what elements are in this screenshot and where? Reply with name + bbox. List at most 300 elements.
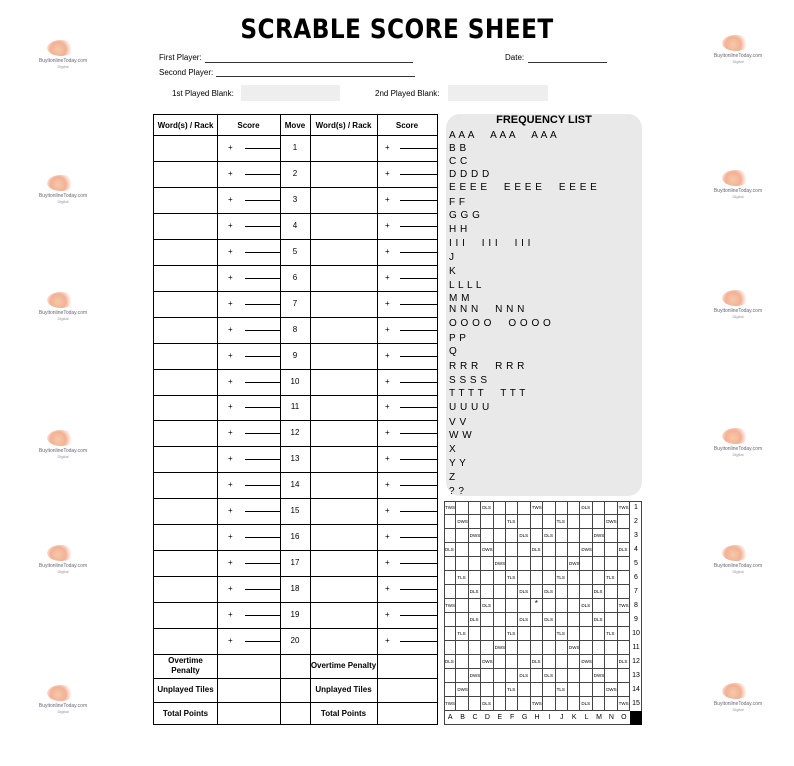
board-cell[interactable] xyxy=(593,627,605,641)
board-cell[interactable] xyxy=(531,613,543,627)
score-line[interactable] xyxy=(400,200,437,201)
board-cell[interactable] xyxy=(543,529,555,543)
board-cell[interactable] xyxy=(444,515,456,529)
board-cell[interactable] xyxy=(494,501,506,515)
score-line[interactable] xyxy=(400,174,437,175)
board-cell[interactable] xyxy=(469,501,481,515)
board-cell[interactable] xyxy=(518,697,530,711)
board-cell[interactable] xyxy=(556,655,568,669)
board-cell[interactable] xyxy=(531,669,543,683)
board-cell[interactable] xyxy=(543,557,555,571)
board-cell[interactable] xyxy=(456,683,468,697)
score-line[interactable] xyxy=(400,615,437,616)
board-cell[interactable] xyxy=(506,543,518,557)
board-cell[interactable] xyxy=(618,543,630,557)
board-cell[interactable] xyxy=(543,627,555,641)
board-cell[interactable] xyxy=(506,571,518,585)
board-cell[interactable] xyxy=(605,515,617,529)
board-cell[interactable] xyxy=(456,655,468,669)
board-cell[interactable] xyxy=(543,585,555,599)
board-cell[interactable] xyxy=(605,529,617,543)
board-cell[interactable] xyxy=(444,543,456,557)
board-cell[interactable] xyxy=(469,557,481,571)
board-cell[interactable] xyxy=(506,599,518,613)
board-cell[interactable] xyxy=(469,641,481,655)
board-cell[interactable] xyxy=(593,571,605,585)
board-cell[interactable] xyxy=(469,529,481,543)
board-cell[interactable] xyxy=(456,627,468,641)
word-cell[interactable] xyxy=(154,524,217,550)
board-cell[interactable] xyxy=(506,585,518,599)
board-cell[interactable] xyxy=(580,627,592,641)
board-cell[interactable] xyxy=(481,655,493,669)
board-cell[interactable] xyxy=(605,655,617,669)
board-cell[interactable] xyxy=(518,557,530,571)
board-cell[interactable] xyxy=(518,641,530,655)
board-cell[interactable] xyxy=(543,683,555,697)
board-cell[interactable] xyxy=(481,641,493,655)
score-line[interactable] xyxy=(245,278,280,279)
board-cell[interactable] xyxy=(494,599,506,613)
board-cell[interactable] xyxy=(531,683,543,697)
board-cell[interactable] xyxy=(580,543,592,557)
board-cell[interactable] xyxy=(531,655,543,669)
word-cell[interactable] xyxy=(310,602,377,628)
word-cell[interactable] xyxy=(154,420,217,446)
word-cell[interactable] xyxy=(310,135,377,161)
score-line[interactable] xyxy=(245,615,280,616)
board-cell[interactable] xyxy=(568,655,580,669)
board-cell[interactable] xyxy=(456,585,468,599)
board-cell[interactable] xyxy=(481,585,493,599)
board-cell[interactable] xyxy=(518,599,530,613)
word-cell[interactable] xyxy=(154,187,217,213)
first-player-field[interactable] xyxy=(205,62,413,63)
word-cell[interactable] xyxy=(154,161,217,187)
word-cell[interactable] xyxy=(154,576,217,602)
board-cell[interactable] xyxy=(543,571,555,585)
score-line[interactable] xyxy=(400,563,437,564)
board-cell[interactable] xyxy=(494,613,506,627)
board-cell[interactable] xyxy=(531,599,543,613)
board-cell[interactable] xyxy=(494,655,506,669)
word-cell[interactable] xyxy=(154,395,217,421)
board-cell[interactable] xyxy=(593,613,605,627)
word-cell[interactable] xyxy=(154,369,217,395)
board-cell[interactable] xyxy=(568,669,580,683)
board-cell[interactable] xyxy=(444,501,456,515)
board-cell[interactable] xyxy=(605,641,617,655)
word-cell[interactable] xyxy=(310,317,377,343)
board-cell[interactable] xyxy=(593,543,605,557)
board-cell[interactable] xyxy=(543,599,555,613)
score-line[interactable] xyxy=(245,226,280,227)
word-cell[interactable] xyxy=(154,239,217,265)
board-cell[interactable] xyxy=(618,571,630,585)
board-cell[interactable] xyxy=(543,613,555,627)
word-cell[interactable] xyxy=(310,161,377,187)
board-cell[interactable] xyxy=(469,515,481,529)
board-cell[interactable] xyxy=(456,599,468,613)
board-cell[interactable] xyxy=(494,585,506,599)
word-cell[interactable] xyxy=(154,550,217,576)
board-cell[interactable] xyxy=(580,683,592,697)
board-cell[interactable] xyxy=(568,697,580,711)
board-cell[interactable] xyxy=(531,571,543,585)
board-cell[interactable] xyxy=(444,585,456,599)
board-cell[interactable] xyxy=(593,501,605,515)
board-cell[interactable] xyxy=(543,655,555,669)
score-line[interactable] xyxy=(245,330,280,331)
board-cell[interactable] xyxy=(543,543,555,557)
board-cell[interactable] xyxy=(593,515,605,529)
board-cell[interactable] xyxy=(481,613,493,627)
board-cell[interactable] xyxy=(593,669,605,683)
board-cell[interactable] xyxy=(469,585,481,599)
board-cell[interactable] xyxy=(556,683,568,697)
board-cell[interactable] xyxy=(518,571,530,585)
board-cell[interactable] xyxy=(518,683,530,697)
board-cell[interactable] xyxy=(556,571,568,585)
word-cell[interactable] xyxy=(154,602,217,628)
board-cell[interactable] xyxy=(456,613,468,627)
board-cell[interactable] xyxy=(481,515,493,529)
board-cell[interactable] xyxy=(556,599,568,613)
board-cell[interactable] xyxy=(568,529,580,543)
score-line[interactable] xyxy=(245,641,280,642)
board-cell[interactable] xyxy=(444,613,456,627)
word-cell[interactable] xyxy=(310,446,377,472)
board-cell[interactable] xyxy=(605,697,617,711)
board-cell[interactable] xyxy=(605,543,617,557)
score-line[interactable] xyxy=(400,433,437,434)
board-cell[interactable] xyxy=(618,697,630,711)
score-line[interactable] xyxy=(400,148,437,149)
board-cell[interactable] xyxy=(456,557,468,571)
word-cell[interactable] xyxy=(310,187,377,213)
board-cell[interactable] xyxy=(543,501,555,515)
board-cell[interactable] xyxy=(456,641,468,655)
board-cell[interactable] xyxy=(580,655,592,669)
score-line[interactable] xyxy=(245,407,280,408)
board-cell[interactable] xyxy=(469,683,481,697)
board-cell[interactable] xyxy=(531,529,543,543)
board-cell[interactable] xyxy=(481,669,493,683)
board-cell[interactable] xyxy=(531,697,543,711)
word-cell[interactable] xyxy=(310,498,377,524)
board-cell[interactable] xyxy=(580,515,592,529)
score-line[interactable] xyxy=(245,537,280,538)
board-cell[interactable] xyxy=(618,641,630,655)
board-cell[interactable] xyxy=(506,613,518,627)
second-player-field[interactable] xyxy=(216,76,415,77)
board-cell[interactable] xyxy=(593,683,605,697)
board-cell[interactable] xyxy=(556,669,568,683)
board-cell[interactable] xyxy=(618,585,630,599)
board-cell[interactable] xyxy=(469,613,481,627)
word-cell[interactable] xyxy=(154,317,217,343)
score-line[interactable] xyxy=(400,641,437,642)
word-cell[interactable] xyxy=(310,524,377,550)
board-cell[interactable] xyxy=(531,585,543,599)
word-cell[interactable] xyxy=(310,213,377,239)
second-blank-field[interactable] xyxy=(448,85,548,101)
board-cell[interactable] xyxy=(580,557,592,571)
board-cell[interactable] xyxy=(618,683,630,697)
board-cell[interactable] xyxy=(618,599,630,613)
board-cell[interactable] xyxy=(568,613,580,627)
board-cell[interactable] xyxy=(568,627,580,641)
board-cell[interactable] xyxy=(580,613,592,627)
board-cell[interactable] xyxy=(494,543,506,557)
score-line[interactable] xyxy=(400,252,437,253)
board-cell[interactable] xyxy=(469,627,481,641)
word-cell[interactable] xyxy=(310,291,377,317)
word-cell[interactable] xyxy=(154,446,217,472)
board-cell[interactable] xyxy=(444,697,456,711)
board-cell[interactable] xyxy=(506,627,518,641)
board-cell[interactable] xyxy=(605,585,617,599)
board-cell[interactable] xyxy=(469,571,481,585)
word-cell[interactable] xyxy=(154,213,217,239)
score-line[interactable] xyxy=(400,304,437,305)
board-cell[interactable] xyxy=(494,557,506,571)
board-cell[interactable] xyxy=(556,557,568,571)
board-cell[interactable] xyxy=(506,515,518,529)
board-cell[interactable] xyxy=(506,683,518,697)
board-cell[interactable] xyxy=(618,669,630,683)
board-cell[interactable] xyxy=(618,515,630,529)
word-cell[interactable] xyxy=(154,135,217,161)
board-cell[interactable] xyxy=(494,571,506,585)
board-cell[interactable] xyxy=(506,641,518,655)
board-cell[interactable] xyxy=(481,501,493,515)
score-line[interactable] xyxy=(400,330,437,331)
board-cell[interactable] xyxy=(456,543,468,557)
board-cell[interactable] xyxy=(481,543,493,557)
board-cell[interactable] xyxy=(531,557,543,571)
board-cell[interactable] xyxy=(506,557,518,571)
board-cell[interactable] xyxy=(605,571,617,585)
score-line[interactable] xyxy=(245,252,280,253)
board-cell[interactable] xyxy=(568,585,580,599)
board-cell[interactable] xyxy=(580,529,592,543)
board-cell[interactable] xyxy=(518,515,530,529)
board-cell[interactable] xyxy=(469,543,481,557)
board-cell[interactable] xyxy=(580,571,592,585)
board-cell[interactable] xyxy=(568,641,580,655)
board-cell[interactable] xyxy=(494,641,506,655)
board-cell[interactable] xyxy=(481,627,493,641)
board-cell[interactable] xyxy=(494,683,506,697)
board-cell[interactable] xyxy=(618,501,630,515)
board-cell[interactable] xyxy=(456,697,468,711)
board-cell[interactable] xyxy=(605,599,617,613)
board-cell[interactable] xyxy=(456,515,468,529)
board-cell[interactable] xyxy=(518,669,530,683)
board-cell[interactable] xyxy=(444,683,456,697)
board-cell[interactable] xyxy=(494,529,506,543)
score-line[interactable] xyxy=(245,563,280,564)
board-cell[interactable] xyxy=(481,529,493,543)
first-blank-field[interactable] xyxy=(241,85,340,101)
board-cell[interactable] xyxy=(444,641,456,655)
board-cell[interactable] xyxy=(456,571,468,585)
board-cell[interactable] xyxy=(605,683,617,697)
board-cell[interactable] xyxy=(593,697,605,711)
score-line[interactable] xyxy=(400,356,437,357)
board-cell[interactable] xyxy=(469,669,481,683)
board-cell[interactable] xyxy=(506,529,518,543)
board-cell[interactable] xyxy=(518,585,530,599)
board-cell[interactable] xyxy=(518,501,530,515)
board-cell[interactable] xyxy=(568,515,580,529)
board-cell[interactable] xyxy=(580,697,592,711)
score-line[interactable] xyxy=(245,356,280,357)
score-line[interactable] xyxy=(400,459,437,460)
board-cell[interactable] xyxy=(469,655,481,669)
board-cell[interactable] xyxy=(605,627,617,641)
board-cell[interactable] xyxy=(444,669,456,683)
board-cell[interactable] xyxy=(531,641,543,655)
board-cell[interactable] xyxy=(568,501,580,515)
board-cell[interactable] xyxy=(456,529,468,543)
board-cell[interactable] xyxy=(580,599,592,613)
board-cell[interactable] xyxy=(593,655,605,669)
board-cell[interactable] xyxy=(531,501,543,515)
board-cell[interactable] xyxy=(556,529,568,543)
board-cell[interactable] xyxy=(605,669,617,683)
score-line[interactable] xyxy=(400,589,437,590)
board-cell[interactable] xyxy=(580,585,592,599)
word-cell[interactable] xyxy=(310,628,377,654)
word-cell[interactable] xyxy=(310,550,377,576)
board-cell[interactable] xyxy=(456,669,468,683)
board-cell[interactable] xyxy=(568,599,580,613)
board-cell[interactable] xyxy=(605,557,617,571)
board-cell[interactable] xyxy=(444,599,456,613)
board-cell[interactable] xyxy=(556,641,568,655)
board-cell[interactable] xyxy=(506,655,518,669)
board-cell[interactable] xyxy=(593,585,605,599)
board-cell[interactable] xyxy=(605,613,617,627)
board-cell[interactable] xyxy=(444,655,456,669)
board-cell[interactable] xyxy=(618,613,630,627)
date-field[interactable] xyxy=(528,62,607,63)
word-cell[interactable] xyxy=(310,576,377,602)
board-cell[interactable] xyxy=(556,613,568,627)
board-cell[interactable] xyxy=(556,697,568,711)
board-cell[interactable] xyxy=(593,557,605,571)
board-cell[interactable] xyxy=(444,529,456,543)
board-cell[interactable] xyxy=(556,515,568,529)
board-cell[interactable] xyxy=(481,599,493,613)
board-cell[interactable] xyxy=(481,683,493,697)
board-cell[interactable] xyxy=(481,557,493,571)
word-cell[interactable] xyxy=(310,343,377,369)
board-cell[interactable] xyxy=(444,627,456,641)
score-line[interactable] xyxy=(400,537,437,538)
word-cell[interactable] xyxy=(154,265,217,291)
word-cell[interactable] xyxy=(154,472,217,498)
word-cell[interactable] xyxy=(310,265,377,291)
board-cell[interactable] xyxy=(518,543,530,557)
board-cell[interactable] xyxy=(456,501,468,515)
board-cell[interactable] xyxy=(580,669,592,683)
board-cell[interactable] xyxy=(580,501,592,515)
board-cell[interactable] xyxy=(531,515,543,529)
score-line[interactable] xyxy=(245,589,280,590)
board-cell[interactable] xyxy=(543,697,555,711)
board-cell[interactable] xyxy=(593,599,605,613)
score-line[interactable] xyxy=(245,148,280,149)
board-cell[interactable] xyxy=(618,529,630,543)
score-line[interactable] xyxy=(245,304,280,305)
score-line[interactable] xyxy=(400,407,437,408)
board-cell[interactable] xyxy=(444,557,456,571)
board-cell[interactable] xyxy=(568,543,580,557)
score-line[interactable] xyxy=(245,200,280,201)
board-cell[interactable] xyxy=(469,599,481,613)
board-cell[interactable] xyxy=(518,529,530,543)
word-cell[interactable] xyxy=(154,628,217,654)
score-line[interactable] xyxy=(400,382,437,383)
score-line[interactable] xyxy=(245,174,280,175)
board-cell[interactable] xyxy=(518,613,530,627)
board-cell[interactable] xyxy=(531,543,543,557)
board-cell[interactable] xyxy=(494,697,506,711)
board-cell[interactable] xyxy=(618,655,630,669)
board-cell[interactable] xyxy=(618,627,630,641)
board-cell[interactable] xyxy=(531,627,543,641)
board-cell[interactable] xyxy=(543,641,555,655)
board-cell[interactable] xyxy=(556,501,568,515)
score-line[interactable] xyxy=(400,511,437,512)
score-line[interactable] xyxy=(400,226,437,227)
score-line[interactable] xyxy=(245,485,280,486)
board-cell[interactable] xyxy=(580,641,592,655)
board-cell[interactable] xyxy=(568,571,580,585)
board-cell[interactable] xyxy=(469,697,481,711)
board-cell[interactable] xyxy=(481,571,493,585)
board-cell[interactable] xyxy=(506,669,518,683)
score-line[interactable] xyxy=(245,382,280,383)
board-cell[interactable] xyxy=(556,585,568,599)
board-cell[interactable] xyxy=(494,669,506,683)
score-line[interactable] xyxy=(245,459,280,460)
board-cell[interactable] xyxy=(494,515,506,529)
board-cell[interactable] xyxy=(605,501,617,515)
score-line[interactable] xyxy=(400,485,437,486)
board-cell[interactable] xyxy=(518,655,530,669)
board-cell[interactable] xyxy=(506,697,518,711)
board-cell[interactable] xyxy=(518,627,530,641)
board-cell[interactable] xyxy=(593,641,605,655)
word-cell[interactable] xyxy=(310,395,377,421)
board-cell[interactable] xyxy=(556,627,568,641)
board-cell[interactable] xyxy=(494,627,506,641)
word-cell[interactable] xyxy=(310,472,377,498)
word-cell[interactable] xyxy=(310,369,377,395)
score-line[interactable] xyxy=(400,278,437,279)
board-cell[interactable] xyxy=(593,529,605,543)
word-cell[interactable] xyxy=(154,343,217,369)
board-cell[interactable] xyxy=(568,557,580,571)
board-cell[interactable] xyxy=(568,683,580,697)
score-line[interactable] xyxy=(245,433,280,434)
board-cell[interactable] xyxy=(506,501,518,515)
board-cell[interactable] xyxy=(444,571,456,585)
